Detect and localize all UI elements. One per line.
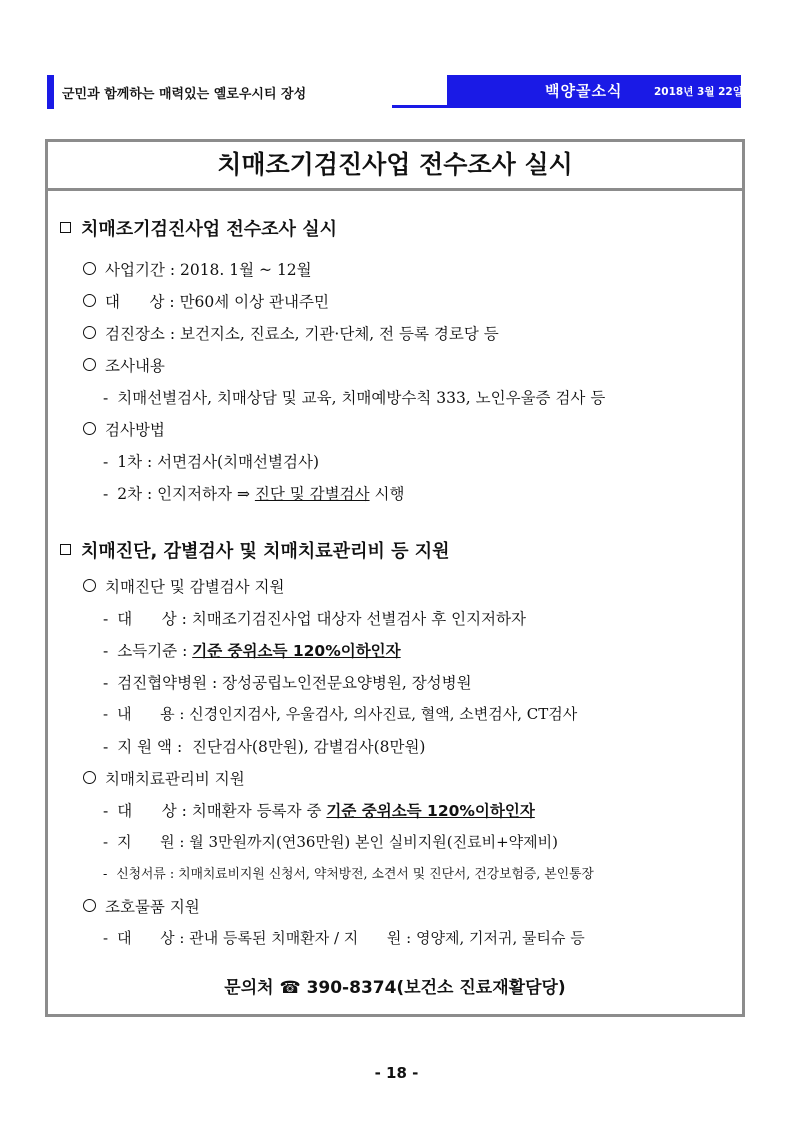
section2-diag-hospital: - 검진협약병원 : 장성공립노인전문요양병원, 장성병원 (103, 674, 472, 692)
contact-line: 문의처 ☎ 390-8374(보건소 진료재활담당) (224, 978, 566, 998)
section2-diag-contents: - 내 용 : 신경인지검사, 우울검사, 의사진료, 혈액, 소변검사, CT검사 (103, 705, 578, 723)
header-badge (447, 75, 763, 107)
section1-period: 사업기간 : 2018. 1월 ~ 12월 (83, 258, 312, 280)
header-date: 2018년 3월 22일(목) (654, 86, 763, 98)
section1-content-label: 조사내용 (83, 354, 165, 376)
section2-diag-target: - 대 상 : 치매조기검진사업 대상자 선별검사 후 인지저하자 (103, 610, 526, 628)
circle-bullet-icon (83, 326, 96, 339)
section1-method-1: - 1차 : 서면검사(치매선별검사) (103, 453, 319, 471)
section2-supplies-target: - 대 상 : 관내 등록된 치매환자 / 지 원 : 영양제, 기저귀, 물티슈 등 (103, 929, 585, 947)
section2-heading: 치매진단, 감별검사 및 치매치료관리비 등 지원 (60, 537, 450, 563)
header-accent-bar (47, 75, 54, 109)
circle-bullet-icon (83, 262, 96, 275)
section2-diag-label: 치매진단 및 감별검사 지원 (83, 575, 285, 597)
header-slogan: 군민과 함께하는 매력있는 옐로우시티 장성 (62, 87, 307, 102)
circle-bullet-icon (83, 579, 96, 592)
section1-method-label: 검사방법 (83, 418, 165, 440)
page-header (47, 75, 763, 109)
article-title: 치매조기검진사업 전수조사 실시 (217, 150, 573, 179)
section1-content-item: - 치매선별검사, 치매상담 및 교육, 치매예방수칙 333, 노인우울증 검사 등 (103, 389, 606, 407)
section2-mgmt-docs: - 신청서류 : 치매치료비지원 신청서, 약처방전, 소견서 및 진단서, 건강보험증, 본인통장 (103, 867, 594, 882)
section2-diag-income: - 소득기준 : 기준 중위소득 120%이하인자 (103, 642, 401, 660)
section2-mgmt-target: - 대 상 : 치매환자 등록자 중 기준 중위소득 120%이하인자 (103, 802, 535, 820)
title-row (48, 142, 742, 191)
square-bullet-icon (60, 222, 71, 233)
header-source: 백양골소식 (545, 82, 623, 100)
section1-method-2: - 2차 : 인지저하자 ⇒ 진단 및 감별검사 시행 (103, 485, 405, 503)
circle-bullet-icon (83, 771, 96, 784)
section2-diag-amount: - 지 원 액 : 진단검사(8만원), 감별검사(8만원) (103, 738, 426, 756)
circle-bullet-icon (83, 899, 96, 912)
section2-mgmt-label: 치매치료관리비 지원 (83, 767, 245, 789)
section2-supplies-label: 조호물품 지원 (83, 895, 200, 917)
article-frame (45, 139, 745, 1017)
page-number: - 18 - (374, 1064, 419, 1082)
circle-bullet-icon (83, 294, 96, 307)
section1-place: 검진장소 : 보건지소, 진료소, 기관·단체, 전 등록 경로당 등 (83, 322, 499, 344)
section1-target: 대 상 : 만60세 이상 관내주민 (83, 290, 329, 312)
square-bullet-icon (60, 544, 71, 555)
section1-heading: 치매조기검진사업 전수조사 실시 (60, 215, 337, 241)
circle-bullet-icon (83, 358, 96, 371)
circle-bullet-icon (83, 422, 96, 435)
section2-mgmt-support: - 지 원 : 월 3만원까지(연36만원) 본인 실비지원(진료비+약제비) (103, 833, 558, 851)
